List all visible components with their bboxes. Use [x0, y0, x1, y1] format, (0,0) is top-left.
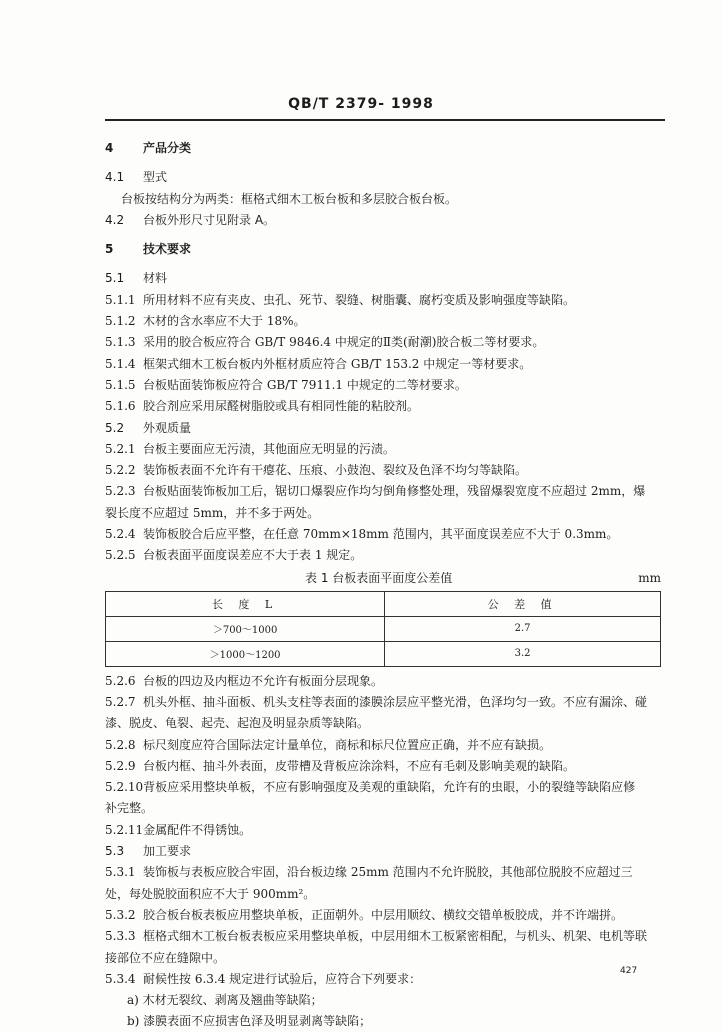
text-line [105, 481, 665, 502]
text-line [105, 460, 665, 481]
section-heading [105, 418, 665, 439]
paragraph-gap [105, 159, 665, 167]
clause-text: 材料 [143, 271, 168, 286]
clause-text: 框格式细木工板台板表板应采用整块单板，中层用细木工板紧密相配，与机头、机架、电机等联 [143, 929, 648, 944]
section-heading [105, 841, 665, 862]
table-cell-tolerance: 3.2 [385, 641, 661, 666]
text-line [105, 969, 665, 990]
clause-number: 5.1.1 [105, 292, 136, 307]
table-header-tolerance: 公 差 值 [385, 591, 661, 616]
table-caption: 表 1 台板表面平面度公差值 [305, 570, 453, 585]
text-line [105, 756, 665, 777]
text-line [105, 692, 665, 713]
text-line [105, 926, 665, 947]
section-heading [105, 239, 665, 260]
clause-number: 5.2.2 [105, 463, 136, 478]
clause-number: 5.3.3 [105, 929, 136, 944]
text-line [105, 189, 665, 210]
clause-text: 补完整。 [105, 801, 154, 816]
clause-number: 4.1 [105, 170, 125, 185]
text-line [105, 820, 665, 841]
document-body [105, 138, 665, 1033]
clause-text: 框架式细木工板台板内外框材质应符合 GB/T 153.2 中规定一等材要求。 [143, 356, 532, 371]
clause-number: 5.2.4 [105, 527, 136, 542]
clause-number: 5.2.9 [105, 758, 136, 773]
clause-text: 加工要求 [143, 844, 192, 859]
clause-number: 5.2.10 [105, 780, 144, 795]
clause-text: 外观质量 [143, 420, 192, 435]
clause-text: 接部位不应在缝隙中。 [105, 950, 226, 965]
clause-number: 5.1.3 [105, 335, 136, 350]
clause-number: 5.2.6 [105, 673, 136, 688]
clause-text: 台板的四边及内框边不允许有板面分层现象。 [143, 673, 384, 688]
clause-text: 金属配件不得锈蚀。 [143, 822, 252, 837]
clause-number: 5.3.1 [105, 865, 136, 880]
clause-number: 5.1.5 [105, 377, 136, 392]
clause-text: 机头外框、抽斗面板、机头支柱等表面的漆膜涂层应平整光滑，色泽均匀一致。不应有漏涂、碰 [143, 694, 648, 709]
clause-text: 台板表面平面度误差应不大于表 1 规定。 [143, 548, 363, 563]
clause-text: 标尺刻度应符合国际法定计量单位，商标和标尺位置应正确，并不应有缺损。 [143, 737, 552, 752]
clause-text: 处，每处脱胶面积应不大于 900mm²。 [105, 886, 316, 901]
clause-text: 台板外形尺寸见附录 A。 [143, 212, 276, 227]
clause-text: 背板应采用整块单板，不应有影响强度及美观的重缺陷，允许有的虫眼，小的裂缝等缺陷应修 [143, 780, 636, 795]
clause-number: 5 [105, 242, 114, 257]
section-after-table [105, 671, 665, 1033]
clause-text: 耐候性按 6.3.4 规定进行试验后，应符合下列要求： [143, 971, 422, 986]
table-caption-row [105, 567, 665, 589]
text-line [105, 524, 665, 545]
clause-text: a) 木材无裂纹、剥离及翘曲等缺陷； [127, 993, 323, 1008]
clause-text: 型式 [143, 170, 168, 185]
clause-text: 所用材料不应有夹皮、虫孔、死节、裂缝、树脂囊、腐朽变质及影响强度等缺陷。 [143, 292, 576, 307]
table-header-length: 长 度 L [106, 591, 385, 616]
clause-text: 装饰板表面不允许有干瘪花、压痕、小鼓泡、裂纹及色泽不均匀等缺陷。 [143, 463, 528, 478]
text-line [105, 311, 665, 332]
clause-number: 5.2 [105, 420, 125, 435]
text-line [105, 948, 665, 969]
text-line [105, 905, 665, 926]
header-rule [105, 119, 665, 121]
text-line [105, 798, 665, 819]
section-heading [105, 268, 665, 289]
clause-number: 4 [105, 141, 114, 155]
clause-text: 台板主要面应无污渍，其他面应无明显的污渍。 [143, 441, 396, 456]
clause-number: 5.2.11 [105, 822, 144, 837]
tolerance-table [105, 591, 661, 667]
clause-number: 5.2.3 [105, 484, 136, 499]
text-line [105, 439, 665, 460]
text-line [105, 884, 665, 905]
clause-number: 5.2.7 [105, 694, 136, 709]
section-heading [105, 210, 665, 231]
clause-text: 台板按结构分为两类：框格式细木工板台板和多层胶合板台板。 [121, 191, 458, 206]
clause-number: 5.2.8 [105, 737, 136, 752]
table-header-row [106, 591, 661, 616]
table-unit: mm [638, 570, 661, 585]
table-row [106, 641, 661, 666]
section-before-table [105, 138, 665, 567]
clause-text: 台板贴面装饰板应符合 GB/T 7911.1 中规定的二等材要求。 [143, 377, 467, 392]
page-header: QB/T 2379- 1998 [288, 96, 434, 112]
clause-number: 5.1.4 [105, 356, 136, 371]
clause-text: 胶合剂应采用尿醛树脂胶或具有相同性能的粘胶剂。 [143, 399, 420, 414]
clause-text: 木材的含水率应不大于 18%。 [143, 314, 306, 329]
clause-text: 装饰板与表板应胶合牢固，沿台板边缘 25mm 范围内不允许脱胶，其他部位脱胶不应超过三 [143, 865, 633, 880]
clause-text: 裂长度不应超过 5mm，并不多于两处。 [105, 505, 320, 520]
clause-number: 4.2 [105, 212, 125, 227]
clause-text: 台板贴面装饰板加工后，锯切口爆裂应作均匀倒角修整处理，残留爆裂宽度不应超过 2mm，爆 [143, 484, 646, 499]
clause-text: 胶合板台板表板应用整块单板，正面朝外。中层用顺纹、横纹交错单板胶成，并不许端拼。 [143, 907, 624, 922]
section-heading [105, 167, 665, 188]
table-cell-tolerance: 2.7 [385, 616, 661, 641]
text-line [105, 503, 665, 524]
text-line [105, 1011, 665, 1032]
text-line [105, 990, 665, 1011]
table-row [106, 616, 661, 641]
clause-text: 产品分类 [143, 141, 192, 155]
clause-text: 台板内框、抽斗外表面，皮带槽及背板应涂涂料，不应有毛刺及影响美观的缺陷。 [143, 758, 576, 773]
text-line [105, 375, 665, 396]
clause-number: 5.1 [105, 271, 125, 286]
page-number: 427 [620, 966, 638, 976]
text-line [105, 735, 665, 756]
clause-number: 5.3.4 [105, 971, 136, 986]
text-line [105, 332, 665, 353]
clause-text: 采用的胶合板应符合 GB/T 9846.4 中规定的Ⅱ类(耐潮)胶合板二等材要求。 [143, 335, 545, 350]
text-line [105, 862, 665, 883]
clause-number: 5.1.2 [105, 314, 136, 329]
clause-number: 5.3.2 [105, 907, 136, 922]
paragraph-gap [105, 231, 665, 239]
clause-number: 5.1.6 [105, 399, 136, 414]
text-line [105, 354, 665, 375]
paragraph-gap [105, 260, 665, 268]
text-line [105, 671, 665, 692]
text-line [105, 545, 665, 566]
clause-text: 技术要求 [143, 242, 192, 257]
table-cell-length: ＞700～1000 [106, 616, 385, 641]
table-cell-length: ＞1000～1200 [106, 641, 385, 666]
clause-text: 装饰板胶合后应平整，在任意 70mm×18mm 范围内，其平面度误差应不大于 0.3mm。 [143, 527, 619, 542]
text-line [105, 777, 665, 798]
text-line [105, 396, 665, 417]
clause-text: 漆、脱皮、龟裂、起壳、起泡及明显杂质等缺陷。 [105, 716, 370, 731]
text-line [105, 713, 665, 734]
text-line [105, 290, 665, 311]
clause-number: 5.3 [105, 844, 125, 859]
clause-text: b) 漆膜表面不应损害色泽及明显剥离等缺陷； [127, 1014, 372, 1029]
clause-number: 5.2.5 [105, 548, 136, 563]
section-heading [105, 138, 665, 159]
clause-number: 5.2.1 [105, 441, 136, 456]
